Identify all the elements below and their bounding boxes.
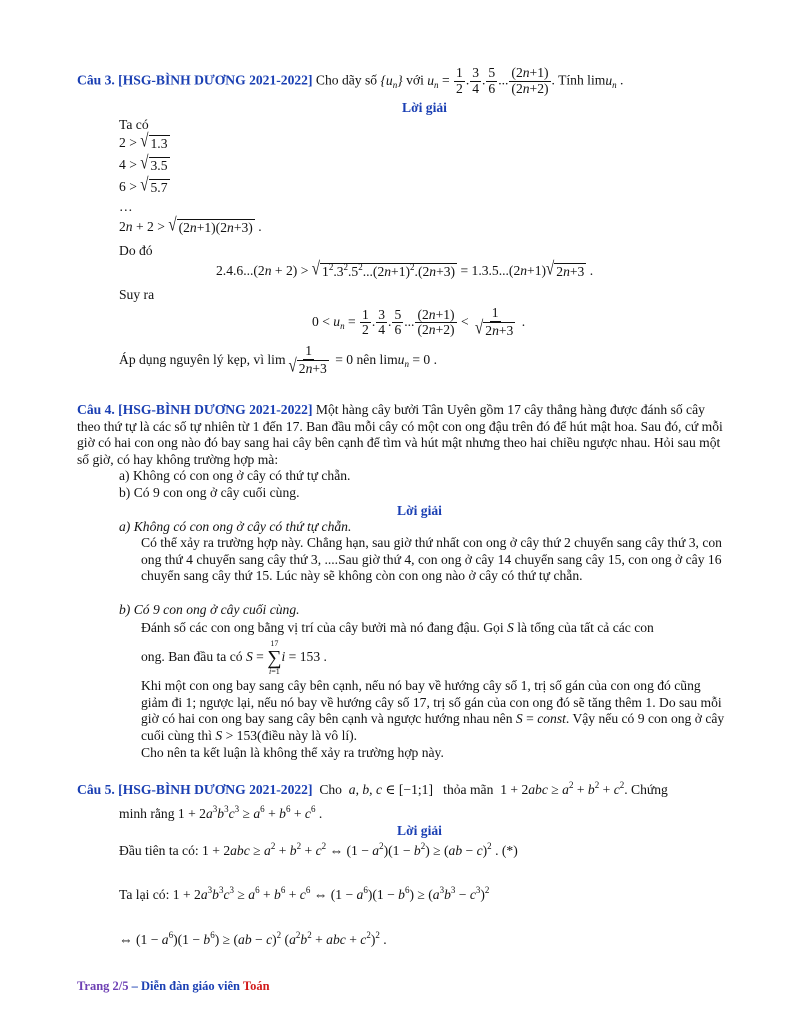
q3-solution-title: Lời giải: [402, 100, 447, 115]
footer-subject: Toán: [242, 979, 270, 993]
q3-bound: $0 < u_n$ = $\frac{1}{2}$ . $\frac{3}{4}$ . $\frac{5}{6}$ ... $\frac{(2n+1)}{(2n+2)}$ < 1 √ 2n+3 .: [312, 305, 526, 339]
q5-solution-title: Lời giải: [397, 823, 442, 838]
q3-suy-ra: Suy ra: [119, 287, 155, 302]
q3-ineq-1: 2 > √ 1.3: [119, 131, 168, 152]
q5-statement-line1: Câu 5. [HSG-BÌNH DƯƠNG 2021-2022] Cho a, b, c ∈ [−1;1] thỏa mãn $1 + 2abc \ge a^2 + b^2 + c^2$. Chứng: [77, 780, 668, 797]
footer-forum: Diễn đàn giáo viên: [141, 979, 243, 993]
q3-ineq-3: 6 > √ 5.7: [119, 175, 168, 196]
q4-option-b: b) Có 9 con ong ở cây cuối cùng.: [119, 485, 300, 500]
q3-dots: …: [119, 199, 133, 214]
q4-option-a: a) Không có con ong ở cây có thứ tự chẵn.: [119, 468, 351, 483]
q5-step-2: Ta lại có: $1 + 2a^3b^3c^3 \ge a^6 + b^6 + c^6$ ⇔ $(1 - a^6)(1 - b^6) \ge (a^3b^3 - c^3)^2$: [119, 885, 490, 902]
q3-statement: Câu 3. [HSG-BÌNH DƯƠNG 2021-2022] Cho dãy số $\{u_n\}$ với $u_n$ = $\frac{1}{2}$ . $\frac{3}{4}$ . $\frac{5}{6}$ ... $\frac{(2n+1)}{(2n+2)}$ . Tính limu$_n$ .: [77, 65, 624, 96]
q4-solution-title: Lời giải: [397, 503, 442, 518]
q3-conclusion: Áp dụng nguyên lý kẹp, vì lim 1 √ 2n+3 = 0 nên limu$_n$ = 0 .: [119, 343, 438, 377]
q3-label: Câu 3. [HSG-BÌNH DƯƠNG 2021-2022]: [77, 72, 313, 88]
q4-sol-b-head: b) Có 9 con ong ở cây cuối cùng.: [119, 602, 300, 617]
q5-statement-line2: minh rằng $1 + 2a^3b^3c^3 \ge a^6 + b^6 + c^6$ .: [119, 804, 323, 821]
q3-do-do: Do đó: [119, 243, 153, 258]
q4-sol-b-p4: Cho nên ta kết luận là không thể xảy ra trường hợp này.: [141, 745, 444, 760]
q3-ineq-2: 4 > √ 3.5: [119, 153, 168, 174]
q3-ineq-n: 2n + 2 > √ (2n+1)(2n+3) .: [119, 215, 262, 236]
q5-step-1: Đầu tiên ta có: $1 + 2abc \ge a^2 + b^2 + c^2$ ⇔ $(1 - a^2)(1 - b^2) \ge (ab - c)^2$ . (*): [119, 841, 518, 858]
q4-sol-b-p2: ong. Ban đầu ta có S = 17 ∑ i=1 i = 153 .: [141, 639, 327, 676]
q5-step-3: ⇔ $(1 - a^6)(1 - b^6) \ge (ab - c)^2$ ($a^2b^2$ + abc + $c^2)^2$ .: [119, 930, 387, 947]
footer-page: Trang 2/5: [77, 979, 129, 993]
q4-sol-b-p1: Đánh số các con ong bằng vị trí của cây bưởi mà nó đang đậu. Gọi S là tổng của tất cả các con: [141, 620, 654, 635]
q4-sol-a-body: Có thể xảy ra trường hợp này. Chẳng hạn, sau giờ thứ nhất con ong ở cây thứ 2 chuyển sang cây thứ 3, con ong thứ 4 chuyển sang cây thứ 3, ....Sau giờ thứ 4, con ong ở cây 14 chuyển sang cây 15, con ong ở cây 16 chuyển sang cây thứ 15. Lúc này sẽ không còn con ong nào ở cây có thứ tự chẵn.: [141, 535, 722, 583]
q3-ta-co: Ta có: [119, 117, 149, 132]
q3-product: 2.4.6...(2n + 2) > √ $1^2.3^2.5^2...(2n+1)^2.(2n+3)$ = 1.3.5...(2n+1) √ 2n+3 .: [216, 259, 594, 280]
q5-label: Câu 5. [HSG-BÌNH DƯƠNG 2021-2022]: [77, 782, 313, 797]
page-footer: Trang 2/5 – Diễn đàn giáo viên Toán: [77, 979, 270, 993]
q4-statement: Câu 4. [HSG-BÌNH DƯƠNG 2021-2022] Một hàng cây bưởi Tân Uyên gồm 17 cây thẳng hàng được đánh số cây theo thứ tự là các số tự nhiên từ 1 đến 17. Ban đầu mỗi cây có một con ong đậu trên đó để hút mật hoa. Sau đó, cứ mỗi giờ có hai con ong nào đó bay sang hai cây bên cạnh để tìm và hút mật nhưng theo hai chiều ngược nhau. Hỏi sau một số giờ, có hay không trường hợp mà:: [77, 402, 723, 467]
q4-sol-b-p3: Khi một con ong bay sang cây bên cạnh, nếu nó bay về hướng cây số 1, trị số gán của con ong đó cũng giảm đi 1; ngược lại, nếu nó bay về hướng cây số 17, trị số gán của con ong đó sẽ tăng thêm 1. Do sau mỗi giờ có hai con ong bay sang cây bên cạnh và ngược hướng nhau nên S = const. Vậy nếu có 9 con ong ở cây cuối cùng thì S > 153(điều này là vô lí).: [141, 678, 725, 743]
q4-sol-a-head: a) Không có con ong ở cây có thứ tự chẵn.: [119, 519, 352, 534]
q4-label: Câu 4. [HSG-BÌNH DƯƠNG 2021-2022]: [77, 402, 313, 417]
